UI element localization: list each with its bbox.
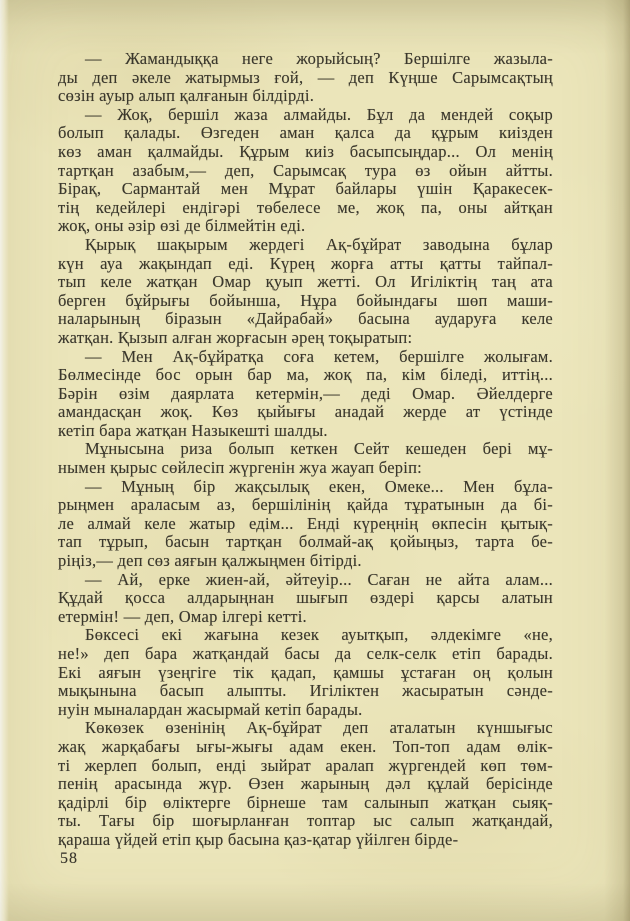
text-line: күн ауа жақындап еді. Күрең жорға атты қатты тайпал- bbox=[58, 253, 553, 273]
text-line: — Мен Ақ-бұйратқа соға кетем, бершілге жолығам. bbox=[85, 346, 553, 366]
paragraph bbox=[58, 719, 553, 849]
text-line: сөзін ауыр алып қалғанын білдірді. bbox=[58, 86, 315, 106]
text-line: тып келе жатқан Омар қуып жетті. Ол Игіліктің таң ата bbox=[58, 272, 553, 292]
text-line: наларының біразын «Дайрабай» басына аударуға келе bbox=[58, 309, 553, 329]
text-line: ты. Тағы бір шоғырланған топтар ыс салып жатқандай, bbox=[58, 811, 553, 831]
paragraph bbox=[58, 478, 553, 571]
text-line: қараша үйдей етіп қыр басына қаз-қатар үйілген бірде- bbox=[58, 829, 459, 849]
text-line: Бірақ, Сармантай мен Мұрат байлары үшін Қаракесек- bbox=[58, 179, 553, 199]
text-line: болып қалады. Өзгеден аман қалса да құрым киізден bbox=[58, 123, 553, 143]
text-line: Көкөзек өзенінің Ақ-бұйрат деп аталатын күншығыс bbox=[85, 718, 553, 738]
paragraph bbox=[58, 236, 553, 348]
text-line: етермін! — деп, Омар ілгері кетті. bbox=[58, 606, 307, 626]
page-text bbox=[58, 50, 553, 850]
text-line: — Мұның бір жақсылық екен, Омеке... Мен бұла- bbox=[85, 476, 553, 496]
text-line: Екі аяғын үзеңгіге тік қадап, қамшы ұстаған оң қолын bbox=[58, 662, 553, 682]
paragraph bbox=[58, 348, 553, 441]
text-line: берген бұйрығы бойынша, Нұра бойындағы шөп маши- bbox=[58, 290, 553, 310]
text-line: амандасқан жоқ. Көз қыйығы анадай жерде ат үстінде bbox=[58, 402, 553, 422]
paragraph bbox=[58, 50, 553, 106]
page-number: 58 bbox=[60, 850, 78, 867]
text-line: жақ жарқабағы ығы-жығы адам екен. Топ-топ адам өлік- bbox=[58, 736, 553, 756]
paragraph bbox=[58, 571, 553, 627]
paragraph bbox=[58, 440, 553, 477]
text-line: нымен қырыс сөйлесіп жүргенін жуа жауап беріп: bbox=[58, 458, 423, 478]
text-line: көз аман қалмайды. Құрым киіз басыпсыңдар... Ол менің bbox=[58, 141, 553, 161]
text-line: — Жамандыққа неге жорыйсың? Бершілге жазыла- bbox=[85, 49, 553, 68]
text-line: нуін мыналардан жасырмай кетіп барады. bbox=[58, 699, 363, 719]
text-line: — Жоқ, бершіл жаза алмайды. Бұл да мендей соқыр bbox=[85, 104, 553, 124]
text-line: қадірлі бір өліктерге бірнеше там салынып жатқан сыяқ- bbox=[58, 792, 553, 812]
text-line: Бәрін өзім даярлата кетермін,— деді Омар. Әйелдерге bbox=[58, 383, 553, 403]
text-line: Бөлмесінде бос орын бар ма, жоқ па, кім біледі, иттің... bbox=[58, 365, 553, 385]
text-line: Құдай қосса алдарыңнан шығып өздері қарсы алатын bbox=[58, 588, 553, 608]
text-line: — Ай, ерке жиен-ай, әйтеуір... Саған не айта алам... bbox=[85, 569, 553, 589]
text-line: тің кедейлері ендігәрі төбелесе ме, жоқ па, оны айтқан bbox=[58, 197, 553, 217]
text-line: тартқан азабым,— деп, Сарымсақ тура өз ойын айтты. bbox=[58, 160, 553, 180]
text-line: Бөксесі екі жағына кезек ауытқып, әлдекімге «не, bbox=[85, 625, 553, 645]
text-line: ле алмай келе жатыр едім... Енді күреңнің өкпесін қытық- bbox=[58, 513, 553, 533]
paragraph bbox=[58, 106, 553, 236]
text-line: рыңмен араласым аз, бершілінің қайда тұратынын да бі- bbox=[58, 495, 553, 515]
text-line: ріңіз,— деп сөз аяғын қалжыңмен бітірді. bbox=[58, 551, 362, 571]
text-line: мықынына басып алыпты. Игіліктен жасыратын сәнде- bbox=[58, 681, 553, 701]
text-line: ды деп әкеле жатырмыз ғой, — деп Күңше Сарымсақтың bbox=[58, 67, 553, 87]
text-line: Мұнысына риза болып кеткен Сейт кешеден бері мұ- bbox=[85, 439, 553, 459]
text-line: кетіп бара жатқан Назыкешті шалды. bbox=[58, 420, 328, 440]
text-line: жатқан. Қызып алған жорғасын әрең тоқыратып: bbox=[58, 327, 413, 347]
text-line: пенің арасында жүр. Өзен жарының дәл құлай берісінде bbox=[58, 774, 553, 794]
text-line: Қырық шақырым жердегі Ақ-бұйрат заводына бұлар bbox=[85, 234, 553, 254]
text-line: не!» деп бара жатқандай басы да селк-селк етіп барады. bbox=[58, 644, 553, 663]
text-line: ті жерлеп болып, енді зыйрат аралап жүргендей көп төм- bbox=[58, 755, 553, 775]
text-line: жоқ, оны әзір өзі де білмейтін еді. bbox=[58, 216, 306, 236]
text-line: тап тұрып, басын тартқан болмай-ақ қойыңыз, тарта бе- bbox=[58, 532, 553, 552]
paragraph bbox=[58, 626, 553, 719]
